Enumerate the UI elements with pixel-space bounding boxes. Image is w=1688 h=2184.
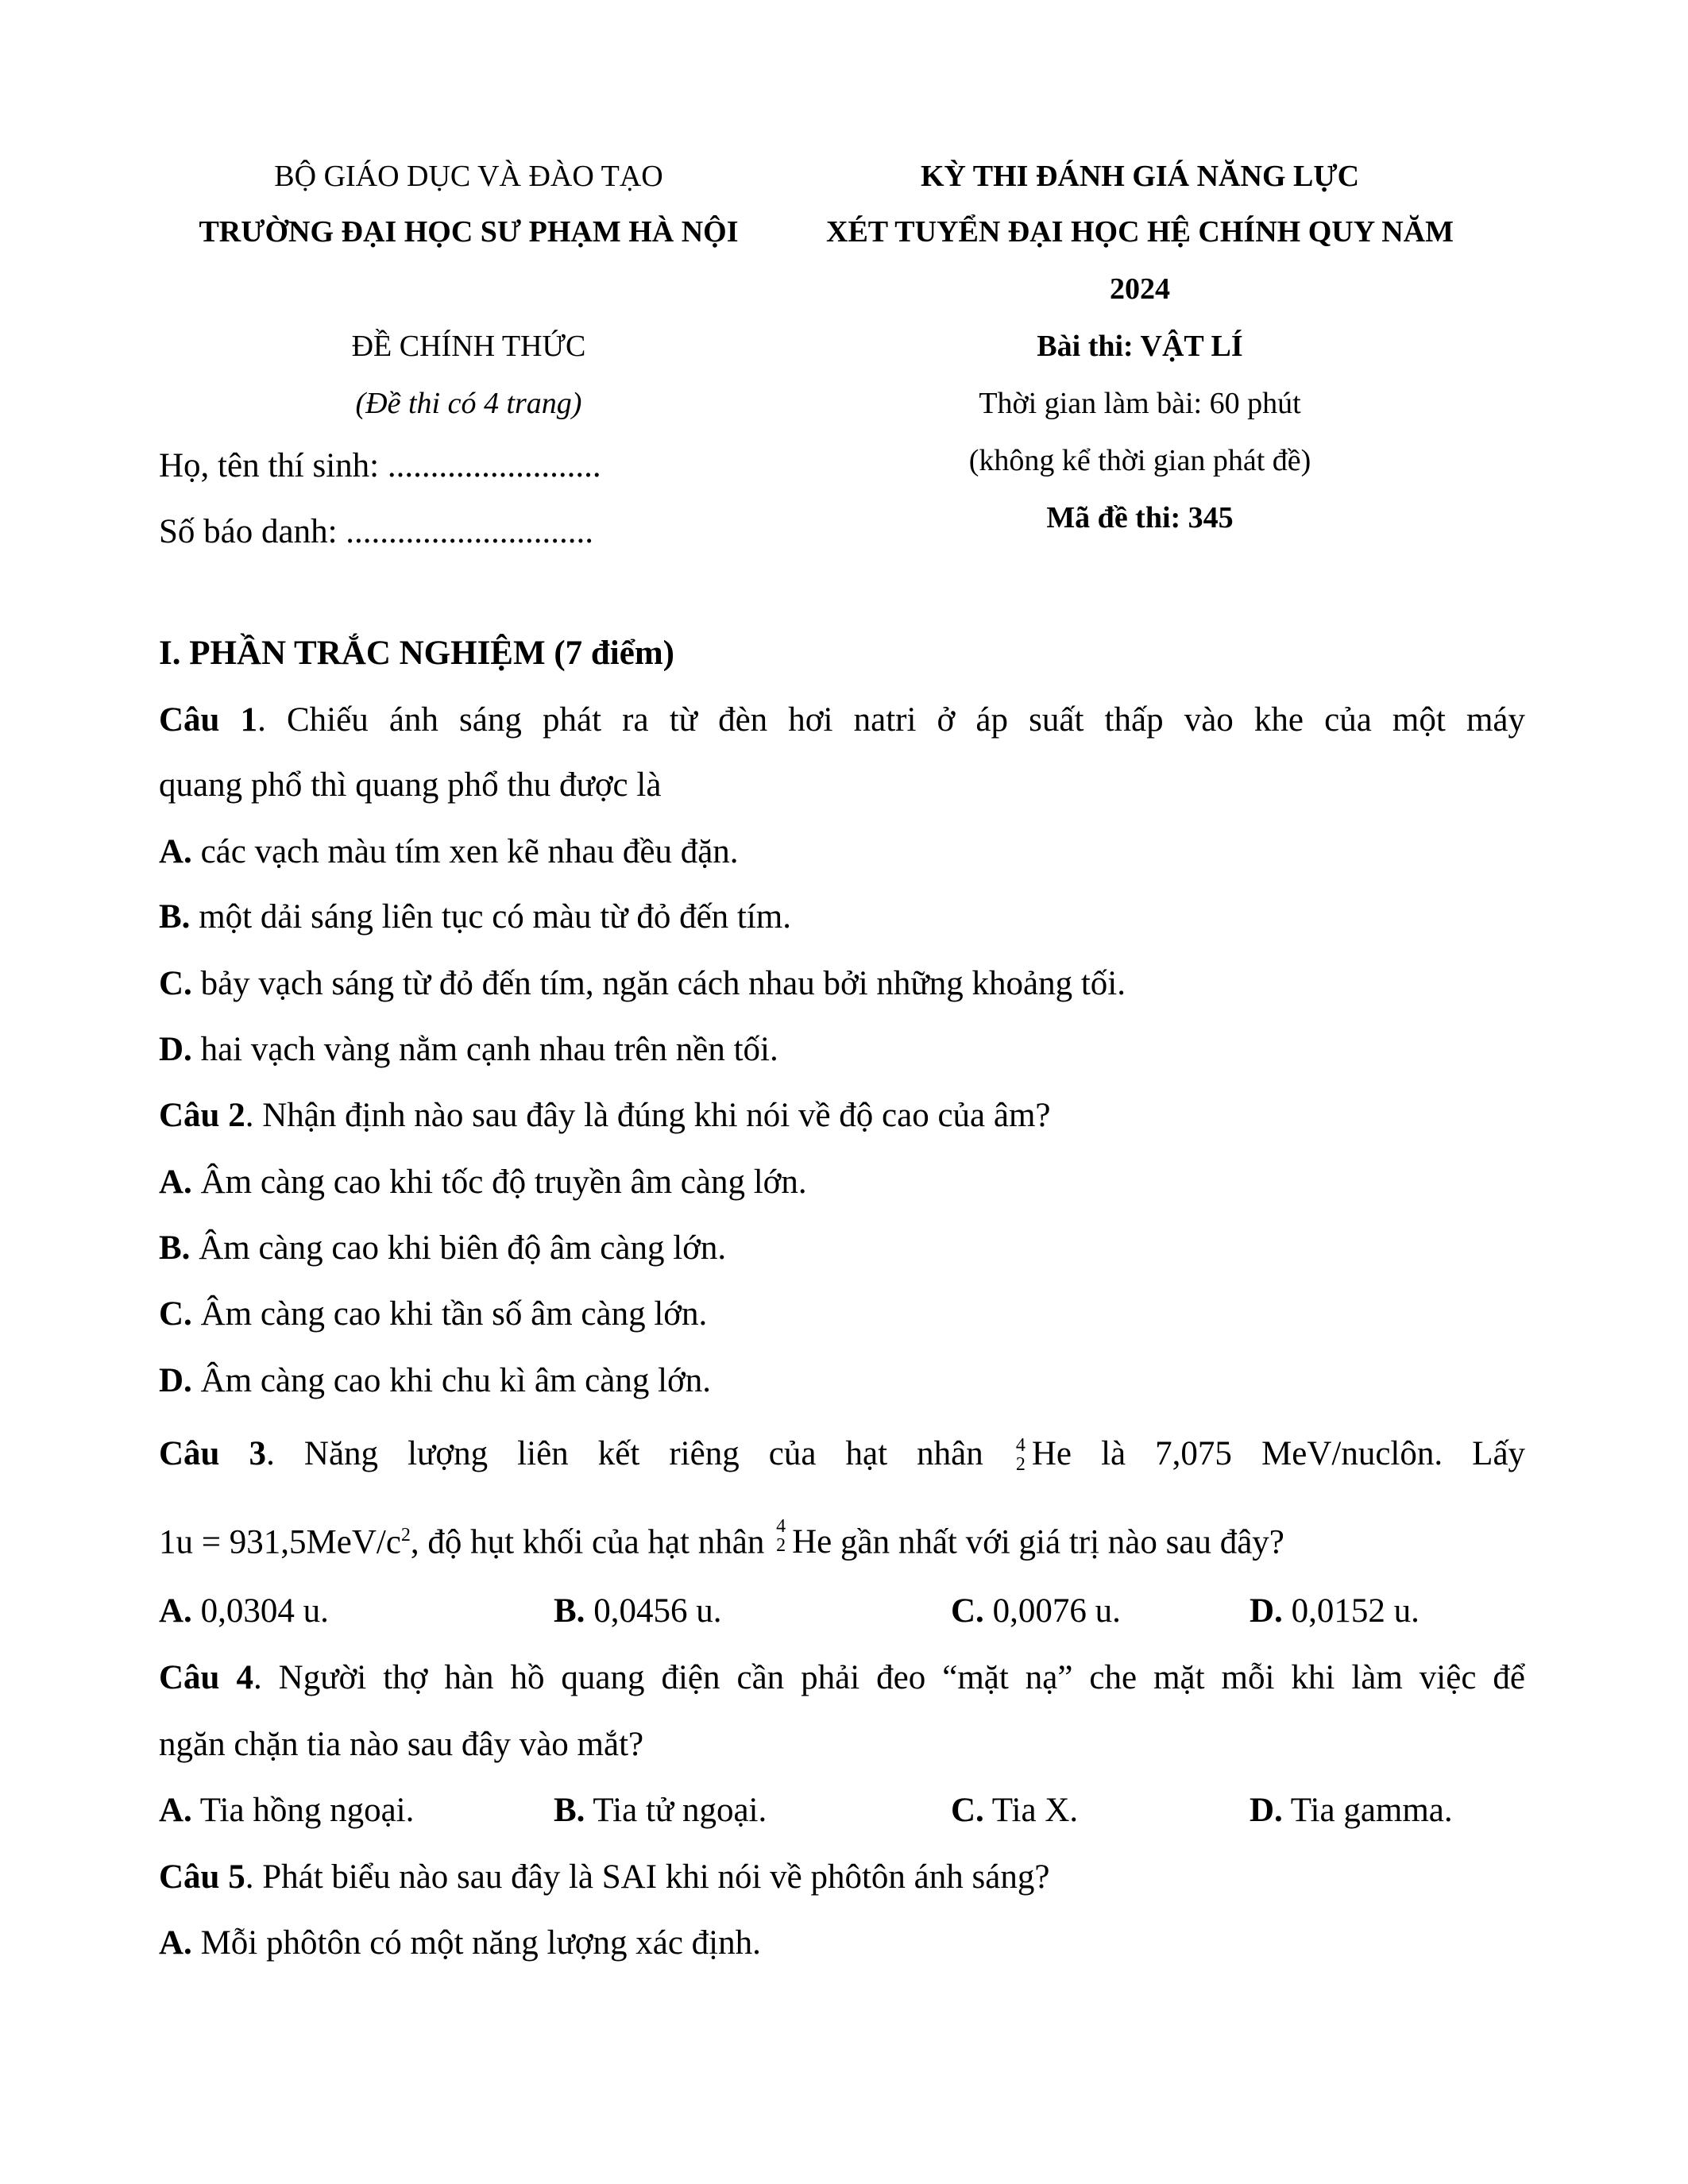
question-3-line1 (159, 1434, 1525, 1474)
question-label: Câu 2 (159, 1097, 245, 1134)
question-text: . Phát biểu nào sau đây là SAI khi nói về phôtôn ánh sáng? (245, 1858, 1050, 1896)
q3-option-b: B. 0,0456 u. (554, 1592, 722, 1630)
question-4-line2: ngăn chặn tia nào sau đây vào mắt? (159, 1726, 644, 1763)
university-name: TRƯỜNG ĐẠI HỌC SƯ PHẠM HÀ NỘI (199, 215, 739, 249)
q1-option-a: A. các vạch màu tím xen kẽ nhau đều đặn. (159, 833, 739, 870)
candidate-name-field: Họ, tên thí sinh: ......................... (159, 447, 601, 484)
exam-title-line1: KỲ THI ĐÁNH GIÁ NĂNG LỰC (920, 160, 1360, 193)
exam-title-line2: XÉT TUYỂN ĐẠI HỌC HỆ CHÍNH QUY NĂM (826, 215, 1454, 249)
q5-option-a: A. Mỗi phôtôn có một năng lượng xác định. (159, 1924, 761, 1962)
q1-option-b: B. một dải sáng liên tục có màu từ đỏ đến tím. (159, 898, 791, 936)
question-label: Câu 5 (159, 1858, 245, 1896)
question-text: . Nhận định nào sau đây là đúng khi nói về độ cao của âm? (245, 1097, 1051, 1134)
section-title: I. PHẦN TRẮC NGHIỆM (7 điểm) (159, 635, 674, 672)
question-2-line1 (159, 1096, 1525, 1136)
question-label: Câu 3 (159, 1435, 267, 1472)
q1-option-d: D. hai vạch vàng nằm cạnh nhau trên nền tối. (159, 1031, 778, 1068)
question-5-line1 (159, 1858, 1525, 1897)
question-3-line2: $1u = 931,5MeV/c^2$, độ hụt khối của hạt nhân 4 2 He gần nhất với giá trị nào sau đây? (159, 1516, 1284, 1561)
exam-year: 2024 (1110, 272, 1170, 306)
q3-option-a: A. 0,0304 u. (159, 1592, 329, 1630)
exam-duration: Thời gian làm bài: 60 phút (979, 387, 1301, 420)
q4-option-c: C. Tia X. (951, 1792, 1079, 1829)
question-text: . Người thợ hàn hồ quang điện cần phải đeo “mặt nạ” che mặt mỗi khi làm việc để (253, 1659, 1525, 1696)
q4-option-d: D. Tia gamma. (1250, 1792, 1453, 1829)
q2-option-c: C. Âm càng cao khi tần số âm càng lớn. (159, 1295, 708, 1333)
question-text: là 7,075 MeV/nuclôn. Lấy (1101, 1435, 1526, 1472)
question-text: . Chiếu ánh sáng phát ra từ đèn hơi natri ở áp suất thấp vào khe của một máy (257, 701, 1525, 739)
question-1-line2: quang phổ thì quang phổ thu được là (159, 766, 662, 804)
question-1-line1 (159, 700, 1525, 740)
official-exam-label: ĐỀ CHÍNH THỨC (351, 330, 586, 363)
q3-option-c: C. 0,0076 u. (951, 1592, 1121, 1630)
question-label: Câu 1 (159, 701, 258, 739)
q4-option-b: B. Tia tử ngoại. (554, 1792, 767, 1829)
question-text: . Năng lượng liên kết riêng của hạt nhân (266, 1435, 983, 1472)
exam-duration-note: (không kể thời gian phát đề) (968, 444, 1311, 477)
helium-nucleus: 4 2 He (776, 1516, 832, 1561)
question-4-line1 (159, 1658, 1525, 1698)
exam-code: Mã đề thi: 345 (1046, 501, 1234, 534)
q4-option-a: A. Tia hồng ngoại. (159, 1792, 415, 1829)
q3-option-d: D. 0,0152 u. (1250, 1592, 1420, 1630)
q1-option-c: C. bảy vạch sáng từ đỏ đến tím, ngăn cách nhau bởi những khoảng tối. (159, 965, 1126, 1002)
q2-option-d: D. Âm càng cao khi chu kì âm càng lớn. (159, 1362, 712, 1399)
q2-option-b: B. Âm càng cao khi biên độ âm càng lớn. (159, 1229, 727, 1267)
unit-conversion-formula: 1u = 931,5MeV/c (159, 1523, 401, 1561)
exam-subject: Bài thi: VẬT LÍ (1037, 330, 1243, 363)
q2-option-a: A. Âm càng cao khi tốc độ truyền âm càng lớn. (159, 1163, 807, 1201)
question-label: Câu 4 (159, 1659, 253, 1696)
ministry-name: BỘ GIÁO DỤC VÀ ĐÀO TẠO (274, 160, 663, 193)
helium-nucleus: 4 2 He (1015, 1435, 1072, 1475)
candidate-id-field: Số báo danh: ............................. (159, 513, 594, 550)
page-count-note: (Đề thi có 4 trang) (355, 387, 582, 420)
